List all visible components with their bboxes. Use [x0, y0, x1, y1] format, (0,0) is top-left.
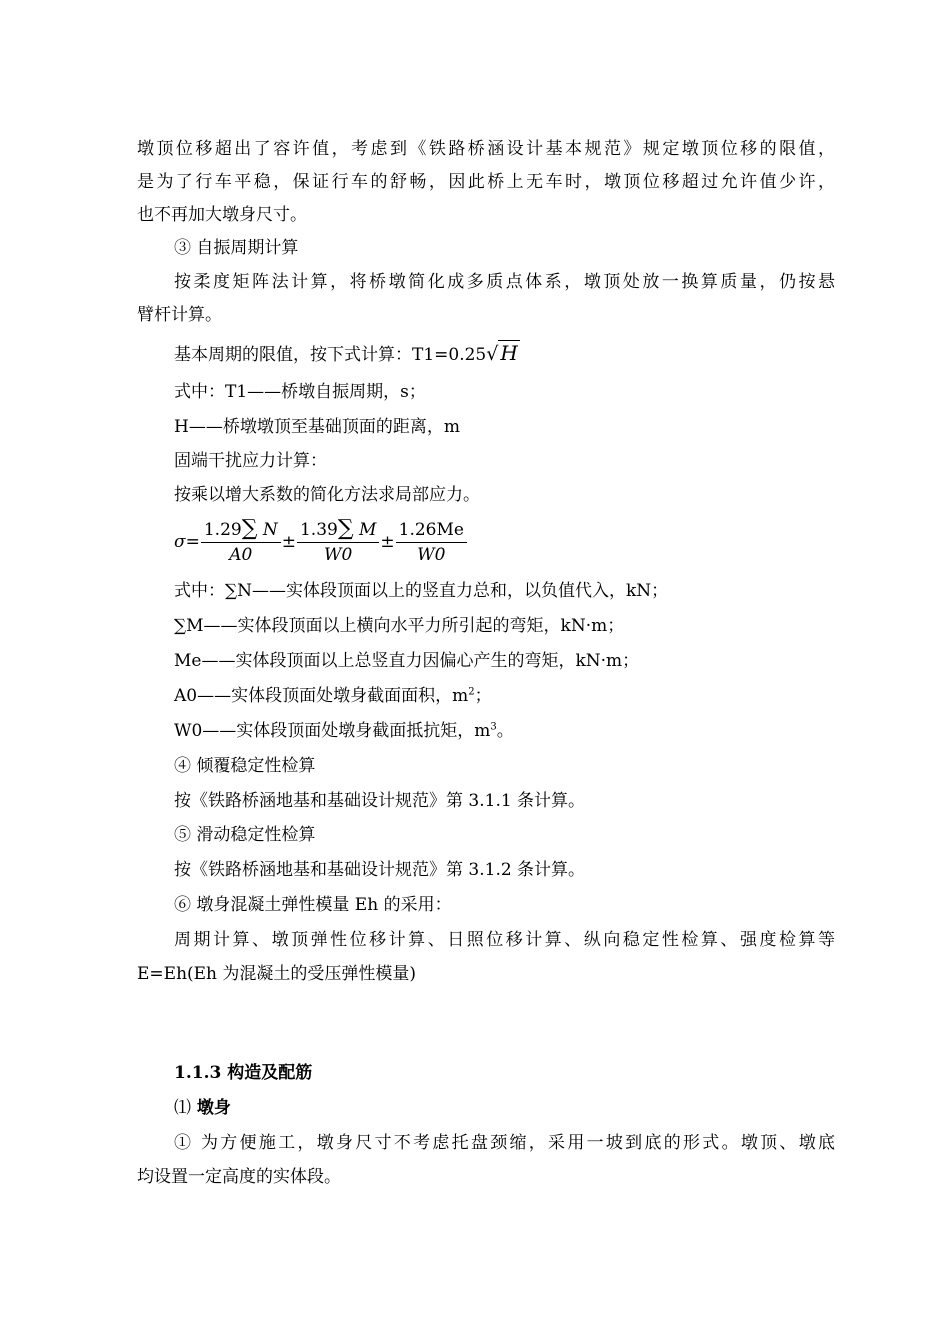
- plus-minus: ±: [380, 532, 395, 552]
- plus-minus: ±: [281, 532, 296, 552]
- formula-sigma: σ=: [174, 532, 200, 552]
- paragraph-line: 按柔度矩阵法计算，将桥墩简化成多质点体系，墩顶处放一换算质量，仍按悬: [174, 272, 835, 292]
- paragraph-line: 也不再加大墩身尺寸。: [137, 205, 307, 225]
- formula-text: 基本周期的限值，按下式计算：T1=0.25: [174, 345, 487, 365]
- paragraph-line: 是为了行车平稳，保证行车的舒畅，因此桥上无车时，墩顶位移超过允许值少许，: [137, 172, 835, 192]
- section-item-heading: ⑥ 墩身混凝土弹性模量 Eh 的采用：: [174, 895, 452, 915]
- sqrt-expression: √ H: [486, 341, 518, 365]
- subsection-heading: ⑴ 墩身: [174, 1098, 231, 1118]
- definition-line: H——桥墩墩顶至基础顶面的距离，m: [174, 417, 460, 437]
- fraction-term-1: $\frac{1.29\sum N}{A0}$: [201, 517, 281, 567]
- section-item-heading: ⑤ 滑动稳定性检算: [174, 825, 316, 845]
- fraction-term-2: $\frac{1.39\sum M}{W0}$: [297, 517, 379, 567]
- definition-line: 式中：T1——桥墩自振周期，s；: [174, 382, 426, 402]
- stress-formula: [174, 512, 468, 572]
- paragraph-line: 固端干扰应力计算：: [174, 451, 327, 471]
- paragraph-line: 按乘以增大系数的简化方法求局部应力。: [174, 485, 480, 505]
- definition-line: ∑M——实体段顶面以上横向水平力所引起的弯矩，kN·m；: [174, 616, 625, 636]
- paragraph-line: 周期计算、墩顶弹性位移计算、日照位移计算、纵向稳定性检算、强度检算等: [174, 930, 835, 950]
- paragraph-line: 均设置一定高度的实体段。: [137, 1167, 341, 1187]
- paragraph-line: 墩顶位移超出了容许值，考虑到《铁路桥涵设计基本规范》规定墩顶位移的限值，: [137, 139, 835, 159]
- paragraph-line: E=Eh(Eh 为混凝土的受压弹性模量): [137, 964, 417, 984]
- paragraph-line: 臂杆计算。: [137, 305, 222, 325]
- definition-line: A0——实体段顶面处墩身截面面积，$m^2$；: [174, 686, 492, 706]
- definition-line: 式中：∑N——实体段顶面以上的竖直力总和，以负值代入，kN；: [174, 581, 669, 601]
- section-item-heading: ④ 倾覆稳定性检算: [174, 756, 316, 776]
- definition-line: W0——实体段顶面处墩身截面抵抗矩，$m^3$。: [174, 721, 514, 741]
- section-heading: 1.1.3 构造及配筋: [174, 1063, 313, 1083]
- section-item-heading: ③ 自振周期计算: [174, 238, 299, 258]
- paragraph-line: 按《铁路桥涵地基和基础设计规范》第 3.1.2 条计算。: [174, 860, 586, 880]
- paragraph-line: ① 为方便施工，墩身尺寸不考虑托盘颈缩，采用一坡到底的形式。墩顶、墩底: [174, 1133, 835, 1153]
- paragraph-line: 按《铁路桥涵地基和基础设计规范》第 3.1.1 条计算。: [174, 791, 586, 811]
- formula-line-period: [174, 342, 520, 366]
- fraction-term-3: $\frac{1.26Me}{W0}$: [396, 518, 467, 567]
- definition-line: Me——实体段顶面以上总竖直力因偏心产生的弯矩，kN·m；: [174, 651, 640, 671]
